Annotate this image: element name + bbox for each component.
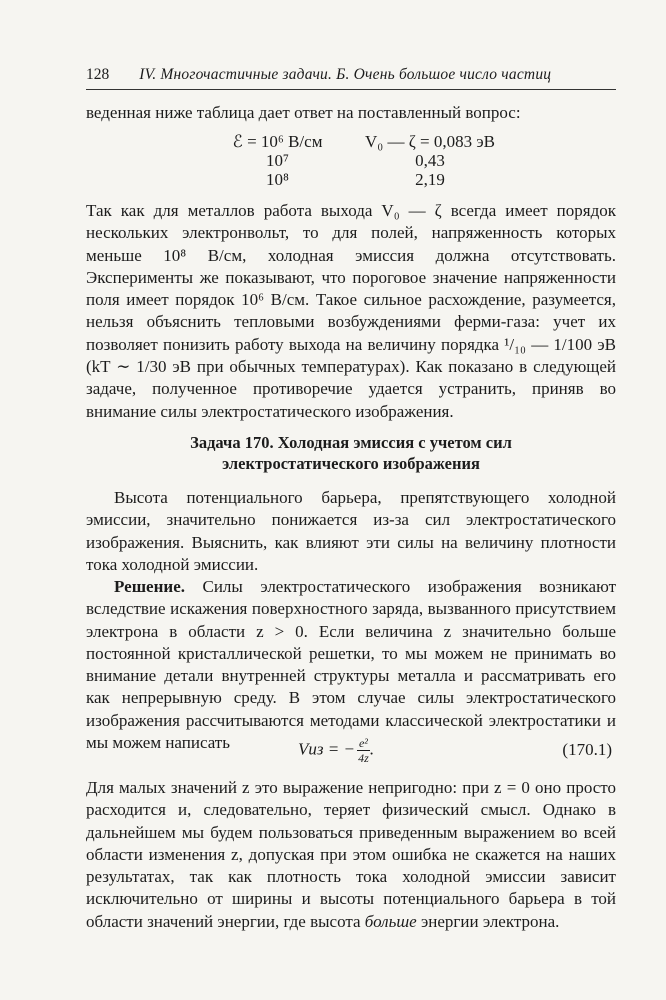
table-row <box>200 151 505 170</box>
formula-fraction <box>357 736 370 765</box>
field-work-function-table <box>200 132 505 189</box>
formula-tail: . <box>369 739 375 759</box>
formula-expression <box>298 736 374 765</box>
emphasis-word: больше <box>364 911 417 931</box>
problem-heading <box>86 432 616 474</box>
formula-lhs: Vиз = − <box>298 739 355 759</box>
table-cell-field: 10⁷ <box>266 151 289 170</box>
problem-statement: Высота потенциального барьера, препятствующего холодной эмиссии, значительно понижается из-за сил электростатического изображения. Выяснить, как влияют эти силы на величину плотности тока холодной эмиссии. <box>86 488 616 574</box>
formula-denominator: 4z <box>358 751 369 765</box>
formula-numerator: e² <box>358 736 368 750</box>
running-title: IV. Многочастичные задачи. Б. Очень большое число частиц <box>139 66 552 83</box>
running-header <box>86 66 616 84</box>
header-rule <box>86 89 616 90</box>
table-header-row <box>200 132 505 151</box>
equation-170-1 <box>86 728 616 772</box>
page-number: 128 <box>86 66 110 83</box>
intro-line: веденная ниже таблица дает ответ на поставленный вопрос: <box>86 103 521 122</box>
table-header-field: ℰ = 10⁶ В/см <box>232 132 323 151</box>
equation-number: (170.1) <box>562 740 612 759</box>
paragraph-validity-end: энергии электрона. <box>420 911 560 931</box>
paragraph-work-function: Так как для металлов работа выхода V₀ — ζ всегда имеет порядок нескольких электронвольт, то для полей, напряженность которых меньше 10⁸ В/см, холодная эмиссия должна отсутствовать. Эксперименты же показывают, что пороговое значение напряженности поля имеет порядок 10⁶ В/см. Такое сильное расхождение, разумеется, нельзя объяснить тепловыми возбуждениями ферми-газа: учет их позволяет понизить работу выхода на величину порядка ¹/₁₀ — 1/100 эВ (kT ∼ 1/30 эВ при обычных температурах). Как показано в следующей задаче, полученное противоречие удается устранить, приняв во внимание силы электростатического изображения. <box>86 201 616 421</box>
table-header-value: V₀ — ζ = 0,083 эВ <box>365 132 495 151</box>
table-cell-value: 2,19 <box>415 170 445 189</box>
table-row <box>200 170 505 189</box>
problem-heading-line-2: электростатического изображения <box>222 454 480 473</box>
table-cell-value: 0,43 <box>415 151 445 170</box>
paragraph-validity-start: Для малых значений z это выражение непригодно: при z = 0 оно просто расходится и, следовательно, теряет физический смысл. Однако в дальнейшем мы будем пользоваться приведенным выражением во всей области изменения z, допуская при этом ошибка не скажется на наших результатах, так как плотность тока холодной эмиссии зависит исключительно от ширины и высоты потенциального барьера в той области значений энергии, где высота <box>86 778 616 931</box>
problem-heading-line-1: Задача 170. Холодная эмиссия с учетом сил <box>190 433 512 452</box>
solution-text: Силы электростатического изображения возникают вследствие искажения поверхностного заряда, вызванного присутствием электрона в области z > 0. Если величина z значительно больше постоянной кристаллической решетки, то мы можем не принимать во внимание детали внутренней структуры металла и рассматривать его как непрерывную среду. В этом случае силы электростатического изображения рассчитываются методами классической электростатики и мы можем написать <box>86 577 617 753</box>
table-cell-field: 10⁸ <box>266 170 289 189</box>
solution-label: Решение. <box>114 577 185 596</box>
paragraph-validity <box>86 777 616 933</box>
